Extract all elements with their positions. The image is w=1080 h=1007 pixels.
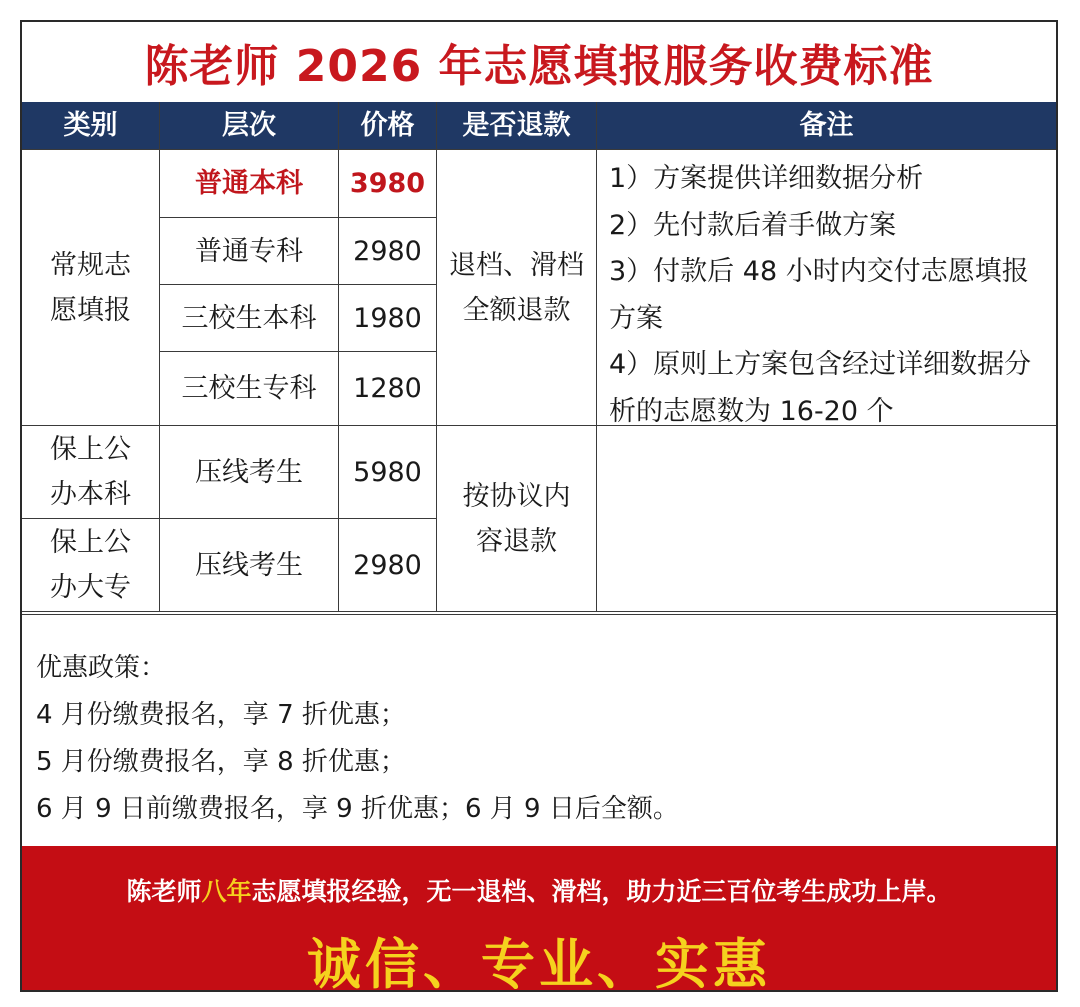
policy-item: 4 月份缴费报名，享 7 折优惠；: [36, 700, 406, 730]
category-guarantee-bachelor: 保上公 办本科: [22, 426, 160, 519]
header-price: 价格: [339, 102, 437, 150]
discount-policy: [22, 614, 1056, 846]
level-cell: 三校生专科: [160, 352, 339, 426]
slogan: 诚信、专业、实惠: [307, 933, 771, 996]
note-item: 4）原则上方案包含经过详细数据分析的志愿数为 16-20 个: [609, 349, 1032, 427]
experience-line: [22, 872, 1056, 908]
fee-table: [22, 102, 1056, 614]
header-category: 类别: [22, 102, 160, 150]
policy-heading: 优惠政策：: [36, 653, 167, 683]
refund-regular: 退档、滑档 全额退款: [437, 150, 597, 426]
price-cell: 2980: [339, 519, 437, 612]
page-title: 陈老师 2026 年志愿填报服务收费标准: [144, 41, 934, 92]
refund-guarantee: 按协议内 容退款: [437, 426, 597, 612]
level-cell: 普通本科: [160, 150, 339, 218]
level-cell: 普通专科: [160, 218, 339, 285]
notes-empty-cell: [597, 426, 1056, 612]
header-level: 层次: [160, 102, 339, 150]
price-cell: 1980: [339, 285, 437, 352]
category-guarantee-college: 保上公 办大专: [22, 519, 160, 612]
header-notes: 备注: [597, 102, 1056, 150]
category-regular: 常规志 愿填报: [22, 150, 160, 426]
policy-item: 5 月份缴费报名，享 8 折优惠；: [36, 747, 406, 777]
notes-cell: [597, 150, 1056, 426]
banner-accent: 八年: [201, 877, 252, 906]
price-cell: 3980: [339, 150, 437, 218]
level-cell: 三校生本科: [160, 285, 339, 352]
banner-suffix: 志愿填报经验，无一退档、滑档，助力近三百位考生成功上岸。: [251, 877, 952, 906]
promo-banner: [22, 846, 1056, 996]
price-cell: 5980: [339, 426, 437, 519]
policy-item: 6 月 9 日前缴费报名，享 9 折优惠；6 月 9 日后全额。: [36, 794, 679, 824]
note-item: 2）先付款后着手做方案: [609, 209, 897, 241]
banner-prefix: 陈老师: [126, 877, 202, 906]
header-refund: 是否退款: [437, 102, 597, 150]
price-cell: 1280: [339, 352, 437, 426]
level-cell: 压线考生: [160, 519, 339, 612]
level-cell: 压线考生: [160, 426, 339, 519]
price-cell: 2980: [339, 218, 437, 285]
note-item: 1）方案提供详细数据分析: [609, 163, 924, 194]
note-item: 3）付款后 48 小时内交付志愿填报方案: [609, 256, 1029, 334]
